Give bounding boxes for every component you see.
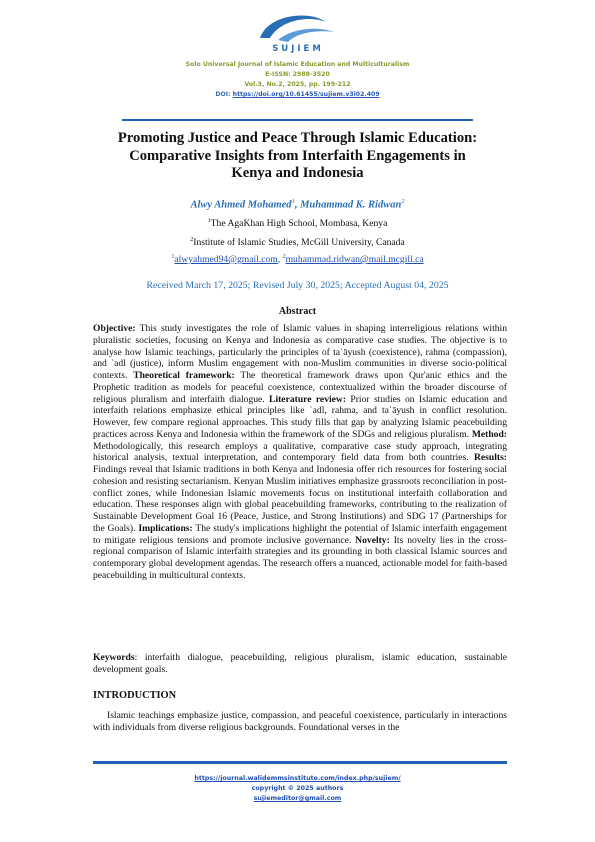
journal-eissn: E-ISSN: 2988-3520 [265,71,330,78]
author-name: Alwy Ahmed Mohamed [190,199,292,211]
doi-label: DOI: [215,91,231,98]
journal-logo [248,8,348,64]
logo-swoosh-icon [248,8,348,48]
article-title [100,130,495,183]
logo-text: SUJIEM [272,44,324,54]
author-emails: $^1$alwyahmed94@gmail.com, $^2$muhammad.ridwan@mail.mcgill.ca [171,254,424,266]
doi-link[interactable]: https://doi.org/10.61455/sujiem.v3i02.409 [232,91,380,98]
section-heading: INTRODUCTION [93,690,177,701]
abstract-heading: Abstract [278,306,317,317]
author-list: Alwy Ahmed Mohamed$^1$, Muhammad K. Ridwan$^2$ [190,198,405,211]
journal-volume: Vol.3, No.2, 2025, pp. 199-212 [244,81,351,88]
abstract-body: Objective: This study investigates the role of Islamic values in shaping interreligious relations within pluralistic societies, focusing on Kenya and Indonesia as comparative case studies. The objective is to analyse how Islamic teachings, particularly the principles of taʿāyush (coexistence), rahma (compassion), and ʿadl (justice), inform Muslim engagement with non-Muslim communities in diverse socio-political contexts. Theoretical framework: The theoretical framework draws upon Qur'anic ethics and the Prophetic tradition as models for peaceful coexistence, contextualized within the broader discourse of religious pluralism and interfaith dialogue. Literature review: Prior studies on Islamic education and interfaith relations emphasize ethical principles like ʿadl, rahma, and taʿāyush in conflict resolution. However, few compare regional approaches. This study fills that gap by analyzing Islamic peacebuilding practices across Kenya and Indonesia within the framework of the SDGs and religious pluralism. Method: Methodologically, this research employs a qualitative, comparative case study approach, integrating historical analysis, textual interpretation, and contemporary field data from both countries. Results: Findings reveal that Islamic traditions in both Kenya and Indonesia offer rich resources for fostering social cohesion and resisting sectarianism. Kenyan Muslim initiatives emphasize grassroots reconciliation in post-conflict zones, while Indonesian Islamic movements focus on institutional interfaith collaboration and education. These responses align with global peacebuilding frameworks, contributing to the realization of Sustainable Development Goal 16 (Peace, Justice, and Strong Institutions) and SDG 17 (Partnerships for the Goals). Implications: The study's implications highlight the potential of Islamic interfaith engagement to mitigate religious tensions and promote inclusive governance. Novelty: Its novelty lies in the cross-regional comparison of Islamic interfaith strategies and its grounding in both classical Islamic sources and contemporary global development agendas. The research offers a nuanced, actionable model for faith-based peacebuilding in multicultural contexts. [93,323,507,581]
keywords-text: : interfaith dialogue, peacebuilding, religious pluralism, islamic education, sustainable development goals. [93,652,507,675]
footer-copyright: copyright © 2025 authors [251,785,344,792]
introduction-paragraph: Islamic teachings emphasize justice, compassion, and peaceful coexistence, particularly in interactions with individuals from diverse religious backgrounds. Foundational verses in the [93,710,507,733]
email-link[interactable]: alwyahmed94@gmail.com [174,254,278,266]
received-dates: Received March 17, 2025; Revised July 30, 2025; Accepted August 04, 2025 [146,280,449,291]
journal-url-link[interactable]: https://journal.walidemmsinstitute.com/index.php/sujiem/ [194,775,401,782]
affiliation-2: $^2$Institute of Islamic Studies, McGill University, Canada [190,237,405,249]
email-link[interactable]: muhammad.ridwan@mail.mcgill.ca [285,254,424,266]
editor-email-link[interactable]: sujiemeditor@gmail.com [253,795,342,802]
header-divider [122,119,473,121]
footer-divider [93,761,507,764]
journal-name: Solo Universal Journal of Islamic Education and Multiculturalism [185,61,410,68]
journal-doi [0,90,595,100]
title-line: Comparative Insights from Interfaith Engagements in [129,147,466,164]
footer-url [0,774,595,784]
footer-email [0,794,595,804]
author-name: Muhammad K. Ridwan [300,199,402,211]
keywords-label: Keywords [93,652,135,663]
title-line: Promoting Justice and Peace Through Islamic Education: [117,130,478,146]
title-line: Kenya and Indonesia [231,165,364,181]
keywords [93,652,507,676]
affiliation-1: $^1$The AgaKhan High School, Mombasa, Kenya [207,218,388,230]
